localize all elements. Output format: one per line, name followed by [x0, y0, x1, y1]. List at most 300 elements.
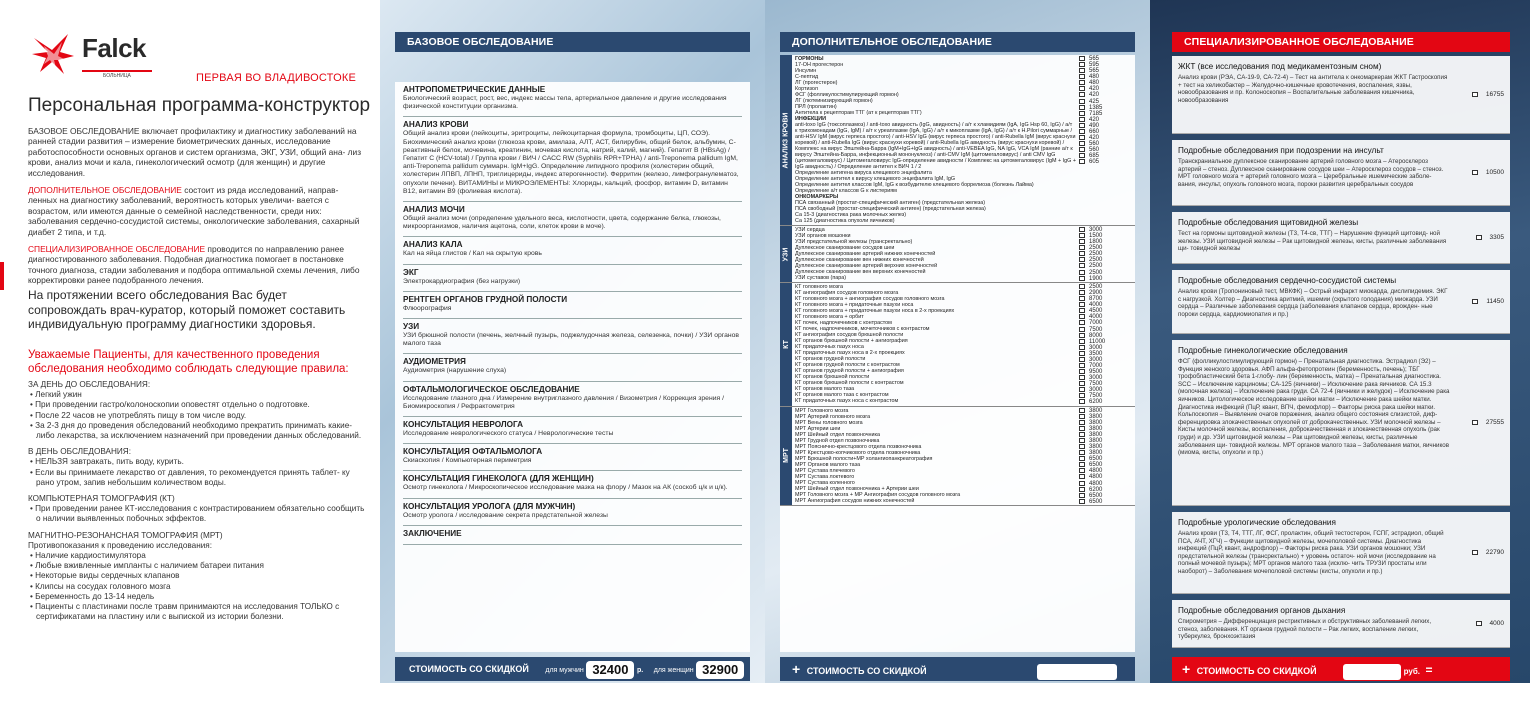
service-price: 420: [1089, 135, 1100, 142]
subgroup-title: ОНКОМАРКЕРЫ: [795, 194, 839, 200]
basic-section-title: КОНСУЛЬТАЦИЯ ОФТАЛЬМОЛОГА: [403, 447, 543, 457]
women-price: 32900: [696, 661, 744, 679]
service-name: Определение антител к вирусу клещевого энцефалита IgM, IgG: [795, 176, 956, 182]
currency: руб.: [1403, 667, 1421, 676]
service-name: МРТ Сустава коленного: [795, 479, 855, 486]
plus-icon: +: [792, 661, 801, 677]
service-checkbox[interactable]: [1079, 420, 1085, 425]
special-section-title: Подробные обследования органов дыхания: [1178, 606, 1346, 615]
service-checkbox[interactable]: [1079, 381, 1085, 386]
service-price: 7000: [1089, 320, 1103, 327]
group-prices: [1079, 55, 1135, 225]
special-section-title: ЖКТ (все исследования под медикаментозным сном): [1178, 62, 1382, 71]
page-title: Персональная программа-конструктор: [28, 95, 371, 116]
service-price: 3800: [1089, 438, 1103, 445]
basic-section: [403, 82, 742, 117]
service-name: КТ ангиография сосудов брюшной полости: [795, 332, 904, 338]
service-group: [780, 283, 1135, 407]
special-price-value: 3305: [1489, 234, 1504, 241]
service-price: 3000: [1089, 344, 1103, 351]
service-checkbox[interactable]: [1079, 239, 1085, 244]
service-checkbox[interactable]: [1079, 387, 1085, 392]
special-price: [1476, 234, 1504, 241]
service-checkbox[interactable]: [1079, 499, 1085, 504]
special-checkbox[interactable]: [1476, 621, 1482, 626]
service-checkbox[interactable]: [1079, 290, 1085, 295]
special-checkbox[interactable]: [1472, 92, 1478, 97]
service-checkbox[interactable]: [1079, 80, 1085, 85]
service-price: 2500: [1089, 269, 1103, 276]
service-checkbox[interactable]: [1079, 327, 1085, 332]
group-label-text: АНАЛИЗ КРОВИ: [782, 112, 790, 168]
rule-item: • НЕЛЬЗЯ завтракать, пить воду, курить.: [30, 457, 184, 467]
service-price: 3000: [1089, 357, 1103, 364]
rules-section-title: МАГНИТНО-РЕЗОНАНСНАЯ ТОМОГРАФИЯ (МРТ): [28, 530, 223, 540]
service-name: КТ органов грудной полости: [795, 356, 866, 362]
service-checkbox[interactable]: [1079, 308, 1085, 313]
service-price: 7500: [1089, 393, 1103, 400]
service-name: Са 125 (диагностика опухоли яичников): [795, 218, 895, 224]
rule-item: • Легкий ужин: [30, 390, 82, 400]
special-section-text: ФСГ (фолликулостимулирующий гормон) – Пренатальная диагностика. Эстрадиол (Э2) – Функция женского здоровья. АФП альфа-фетопротеин (беременность, печень); ТБГ трофобластический бета 1-глобу- лин (беременность, матка) – Пренатальная диагностика. SCC – Исключение карциномы; СА-125 (яичники) – Исключение рака яичников. СА 15.3 (молочная железа) – Исключение рака груди. СА 72-4 (яичники и желудок) – Исключение рака яичников. Цитологическое исследование шейки матки – Исключение рака шейки матки. Диагностика инфекций (ПцР, квант, ВПЧ, фемофлор) – Факторы риска рака шейки матки. Кольпоскопия – Выявление очагов поражения, анализ общего состояния слизистой, диф- ференцировка злокачественных опухолей от доброкачественных. УЗИ молочной железы – Кисты молочной железы, воспаления, доброкачественная и злокачественная опухоль (рак груди) и др. УЗИ щитовидной железы – Рак щитовидной железы, кисты, различные заболевания щи- товидной железы. МРТ органов малого таза – Заболевания матки, яичников (миома, кисты, опухоли и пр.): [1178, 358, 1450, 457]
service-name: МРТ Грудной отдел позвоночника: [795, 437, 880, 444]
tagline: ПЕРВАЯ ВО ВЛАДИВОСТОКЕ: [196, 72, 356, 84]
subgroup-title: ИНФЕКЦИИ: [795, 116, 826, 122]
service-price: 3800: [1089, 413, 1103, 420]
basic-section-title: ЭКГ: [403, 267, 419, 277]
special-section-title: Подробные обследования при подозрении на инсульт: [1178, 146, 1384, 155]
service-checkbox[interactable]: [1079, 450, 1085, 455]
service-price: 6200: [1089, 486, 1103, 493]
service-name: УЗИ предстательной железы (трансректально): [795, 239, 913, 245]
service-name: КТ головного мозга + придаточные пазухи носа: [795, 302, 914, 308]
service-name: КТ органов грудной полости + ангиография: [795, 368, 904, 374]
service-checkbox[interactable]: [1079, 493, 1085, 498]
service-checkbox[interactable]: [1079, 320, 1085, 325]
service-name: Антитела к рецепторам ТТГ (ат к рецепторам ТТГ): [795, 110, 922, 116]
service-checkbox[interactable]: [1079, 227, 1085, 232]
service-checkbox[interactable]: [1079, 393, 1085, 398]
service-checkbox[interactable]: [1079, 276, 1085, 281]
rules-section-title: В ДЕНЬ ОБСЛЕДОВАНИЯ:: [28, 447, 131, 457]
basic-section-text: Биологический возраст, рост, вес, индекс массы тела, артериальное давление и другие исследования физической конституции организма.: [403, 95, 727, 111]
service-checkbox[interactable]: [1079, 257, 1085, 262]
service-name: КТ головного мозга + придаточные пазухи носа в 2-х проекциях: [795, 308, 955, 314]
service-price: 490: [1089, 122, 1100, 129]
service-price: 7500: [1089, 381, 1103, 388]
service-checkbox[interactable]: [1079, 363, 1085, 368]
service-group: [780, 226, 1135, 283]
special-section: [1172, 600, 1510, 648]
special-price-value: 27555: [1485, 419, 1504, 426]
service-group: [780, 407, 1135, 506]
special-price: [1476, 620, 1504, 627]
service-price: 7000: [1089, 363, 1103, 370]
rules-list: [28, 380, 368, 622]
service-price: 4800: [1089, 480, 1103, 487]
special-section: [1172, 140, 1510, 206]
basic-section-title: АНАЛИЗ КРОВИ: [403, 120, 469, 130]
service-group: [780, 55, 1135, 226]
rule-item: • За 2-3 дня до проведения обследований необходимо прекратить принимать какие-либо лекарства, за исключением назначений при проведении данных обследований.: [30, 420, 362, 441]
service-name: КТ органов малого таза: [795, 386, 855, 392]
currency: руб.: [796, 691, 813, 700]
service-price: 3800: [1089, 450, 1103, 457]
cost-label: СТОИМОСТЬ СО СКИДКОЙ: [806, 666, 927, 676]
service-checkbox[interactable]: [1079, 245, 1085, 250]
service-name: УЗИ суставов (пара): [795, 275, 847, 281]
basic-section-title: УЗИ: [403, 322, 420, 332]
basic-section-title: АНТРОПОМЕТРИЧЕСКИЕ ДАННЫЕ: [403, 85, 546, 94]
additional-table: [780, 55, 1135, 652]
service-checkbox[interactable]: [1079, 345, 1085, 350]
service-price: 420: [1089, 116, 1100, 123]
service-name: КТ придаточных пазух носа в 2-х проекциях: [795, 350, 905, 356]
special-section: [1172, 340, 1510, 506]
special-section-text: Спирометрия – Дифференциация рестриктивных и обструктивных заболеваний легких, стеноз, заболевания. КТ органов грудной полости – Рак легких, воспаление легких, туберкулез, бронхоэктазия: [1178, 618, 1432, 641]
special-price-value: 11450: [1486, 298, 1504, 305]
service-name: Инсулин: [795, 68, 817, 74]
currency: р.: [409, 693, 416, 700]
service-name: КТ органов брюшной полости с контрастом: [795, 380, 904, 386]
group-rows: [792, 226, 1079, 282]
service-price: 560: [1089, 141, 1100, 148]
service-name: ПСА свободный (простат-специфический антиген) (предстательная железа): [795, 206, 986, 212]
service-checkbox[interactable]: [1079, 68, 1085, 73]
service-checkbox[interactable]: [1079, 135, 1085, 140]
service-name: КТ головного мозга: [795, 284, 844, 290]
special-checkbox[interactable]: [1476, 235, 1482, 240]
service-price: 3000: [1089, 375, 1103, 382]
service-checkbox[interactable]: [1079, 369, 1085, 374]
service-name: МРТ Шейный отдел позвоночника + Артерии шеи: [795, 485, 919, 492]
service-name: Определение антигена вируса клещевого энцефалита: [795, 170, 932, 176]
basic-section: [403, 471, 742, 498]
special-checkbox[interactable]: [1472, 299, 1478, 304]
additional-total-field[interactable]: [1037, 664, 1117, 680]
special-section-title: Подробные обследования сердечно-сосудистой системы: [1178, 276, 1397, 285]
service-checkbox[interactable]: [1079, 263, 1085, 268]
service-price: 565: [1089, 56, 1100, 63]
service-checkbox[interactable]: [1079, 399, 1085, 404]
special-price-value: 16755: [1485, 91, 1504, 98]
service-checkbox[interactable]: [1079, 333, 1085, 338]
service-checkbox[interactable]: [1079, 92, 1085, 97]
service-name: ЛГ (лютеинизирующий гормон): [795, 98, 873, 104]
service-price: 4500: [1089, 308, 1103, 315]
service-checkbox[interactable]: [1079, 474, 1085, 479]
special-description: СПЕЦИАЛИЗИРОВАННОЕ ОБСЛЕДОВАНИЕ проводится по направлению ранее диагностированного заболевания. Подобная диагностика помогает в постановке точного диагноза, стадии заболевания и подбора оптимальной схемы лечения, либо корректировки ранее подобранного лечения.: [28, 244, 360, 286]
basic-section-text: Флюорография: [403, 304, 452, 312]
group-label: [780, 407, 792, 505]
service-checkbox[interactable]: [1079, 117, 1085, 122]
service-name: КТ органов малого таза с контрастом: [795, 392, 889, 398]
basic-section-title: АНАЛИЗ МОЧИ: [403, 205, 465, 215]
service-checkbox[interactable]: [1079, 314, 1085, 319]
rule-item: • Клипсы на сосудах головного мозга: [30, 581, 171, 591]
service-price: 9500: [1089, 369, 1103, 376]
service-price: 8000: [1089, 332, 1103, 339]
basic-section: [403, 417, 742, 444]
service-name: anti-toxo IgG (токсоплазмоз) / anti-toxo авидность (IgG, авидность) / а/т к хламидиям (IgA, IgG Hsp 60, IgG) / а/т к трихомонадам (IgG, IgM) / а/т к уреаплазме (IgA, IgG) / а/т к микоплазме (IgA, IgG) / а/т к H.Pilori суммарные / anti-HSV IgM (вирус герпеса простого) / anti-HSV IgG (вирус герпеса простого) / anti-Rubella IgM (вирус краснухи коревой) / anti-Rubella IgG (вирус краснухи коревой) / anti-Rubella IgG авидность (вирус краснухи коревой) / Комплекс на вирус Эпштейна-Барра (IgM+IgG+IgG авидность) / anti-VEBEA IgG, NA IgG, VCA IgM (ранние а/т к вирусу Эпштейна-Барра, инфекционный мононуклеоз) / anti-CMV IgM (цитомегаловирус) / anti CMV IgG (цитомегаловирус) / Цитомегаловирус IgG-определение авидности / Комплекс на цитомегаловирус (IgM + IgG + IgG авидность) / Определение антител к ВИЧ 1 / 2: [795, 122, 1076, 170]
rule-item: • При проведении гастро/колоноскопии оповестят отдельно о подготовке.: [30, 400, 310, 410]
service-price: 7185: [1089, 110, 1103, 117]
service-price: 2500: [1089, 257, 1103, 264]
service-checkbox[interactable]: [1079, 462, 1085, 467]
service-checkbox[interactable]: [1079, 438, 1085, 443]
service-name: МРТ Пояснично-крестцового отдела позвоночника: [795, 443, 922, 450]
group-label-text: КТ: [782, 339, 790, 349]
special-checkbox[interactable]: [1472, 420, 1478, 425]
service-name: УЗИ сердца: [795, 227, 825, 233]
group-label-text: МРТ: [782, 448, 790, 464]
basic-section-text: Общий анализ крови (лейкоциты, эритроциты, лейкоцитарная формула, тромбоциты, ЦП, СОЭ). Биохимический анализ крови (глюкоза крови, амилаза, АЛТ, АСТ, билирубин, общий белок, альбумин, С-реактивный белок, мочевина, креатинин, мочевая кислота, натрий, калий, магний). Гепатит В (HBsAg) / Гепатит С (HCV-total) / Группа крови / ВИЧ / САСС RW (Syphilis RPR+TPHA) / anti-Treponema pallidum IgM, anti-Treponema pallidum суммарн. IgM+IgG. Определение липидного профиля (холестерин общий, холестерин ЛПВП, ЛПНП, триглицериды, индекс атерогенности). Ферритин (железо, лимфогранулематоз, опухоли печени). ВИТАМИНЫ и МИКРОЭЛЕМЕНТЫ: Хлориды, кальций, фосфор, витамин D, витамин В12, витамин В9 (фолиевая кислота).: [403, 130, 739, 195]
special-section-text: Тест на гормоны щитовидной железы (Т3, Т4-св, ТТГ) – Нарушение функций щитовид- ной железы. УЗИ щитовидной железы – Рак щитовидной железы, кисты, различные заболевания щи- товидной железы: [1178, 230, 1447, 253]
service-price: 1800: [1089, 239, 1103, 246]
service-price: 3000: [1089, 387, 1103, 394]
service-price: 8700: [1089, 296, 1103, 303]
service-checkbox[interactable]: [1079, 147, 1085, 152]
service-price: 3500: [1089, 350, 1103, 357]
service-price: 6500: [1089, 492, 1103, 499]
special-price: [1472, 298, 1504, 305]
group-rows: [792, 407, 1079, 505]
service-name: МРТ Крестцово-копчикового отдела позвоночника: [795, 449, 921, 456]
service-price: 3800: [1089, 444, 1103, 451]
service-name: 17-ОН прогестерон: [795, 62, 844, 68]
service-name: КТ почек, надпочечников, мочеточников с контрастом: [795, 326, 930, 332]
rule-item: • После 22 часов не употреблять пищу в том числе воду.: [30, 410, 247, 420]
subgroup-title: ГОРМОНЫ: [795, 56, 824, 62]
service-price: 3800: [1089, 419, 1103, 426]
service-price-row: [1079, 159, 1135, 165]
special-checkbox[interactable]: [1472, 550, 1478, 555]
group-label: [780, 226, 792, 282]
special-price: [1472, 91, 1504, 98]
rules-intro: Противопоказания к проведению исследования:: [28, 540, 212, 550]
special-final-field[interactable]: [1182, 689, 1262, 705]
basic-cost-bar: [395, 657, 750, 700]
additional-description: ДОПОЛНИТЕЛЬНОЕ ОБСЛЕДОВАНИЕ состоит из ряда исследований, направ- ленных на диагностику заболеваний, вероятность которых увеличи- вается с возрастом, или имеются данные о семейной наследственности, среди них: заболевания сердечно-сосудистой системы, онкологические заболевания, сахарный диабет 2 типа, и т.д.: [28, 185, 360, 237]
service-checkbox[interactable]: [1079, 481, 1085, 486]
basic-section-title: ЗАКЛЮЧЕНИЕ: [403, 528, 462, 538]
service-checkbox[interactable]: [1079, 123, 1085, 128]
service-price: 420: [1089, 92, 1100, 99]
additional-cost-bar: [780, 657, 1135, 700]
basic-section: [403, 499, 742, 526]
service-price: 6500: [1089, 462, 1103, 469]
service-price: 565: [1089, 68, 1100, 75]
service-name: Са 15-3 (диагностика рака молочных желез): [795, 212, 906, 218]
service-name: КТ придаточных пазух носа с контрастом: [795, 398, 899, 404]
service-checkbox[interactable]: [1079, 99, 1085, 104]
men-label: для мужчин: [545, 667, 584, 674]
service-name: КТ головного мозга + орбит: [795, 314, 864, 320]
basic-section-text: Электрокардиография (без нагрузки): [403, 277, 521, 285]
service-name: ПРЛ (пролактин): [795, 104, 837, 110]
service-price: 4000: [1089, 314, 1103, 321]
intro-text: [28, 126, 362, 293]
service-name: Дуплексное сканирование вен верхних конечностей: [795, 269, 926, 275]
service-checkbox[interactable]: [1079, 111, 1085, 116]
basic-section-text: Кал на яйца глистов / Кал на скрытую кровь: [403, 250, 542, 258]
service-price: 4800: [1089, 468, 1103, 475]
service-checkbox[interactable]: [1079, 270, 1085, 275]
logo-underline: [82, 70, 152, 72]
special-section-title: Подробные урологические обследования: [1178, 518, 1336, 527]
rule-item: • При проведении ранее КТ-исследования с контрастированием обязательно сообщить о наличии выявленных побочных эффектов.: [30, 504, 365, 524]
basic-section: [403, 526, 742, 545]
service-checkbox[interactable]: [1079, 351, 1085, 356]
service-name: КТ органов грудной полости с контрастом: [795, 362, 900, 368]
rules-section-title: КОМПЬЮТЕРНАЯ ТОМОГРАФИЯ (КТ): [28, 494, 175, 504]
rule-item: • Если вы принимаете лекарство от давления, то рекомендуется принять таблет- ку рано утром, запив небольшим количеством воды.: [30, 467, 350, 487]
men-price: 32400: [586, 661, 634, 679]
service-checkbox[interactable]: [1079, 296, 1085, 301]
service-name: Дуплексное сканирование сосудов шеи: [795, 245, 895, 251]
red-accent: [0, 262, 4, 290]
service-name: МРТ Артерии шеи: [795, 425, 841, 432]
currency: р.: [636, 667, 644, 674]
service-checkbox[interactable]: [1079, 468, 1085, 473]
service-name: КТ придаточных пазух носа: [795, 344, 864, 350]
special-price: [1472, 419, 1504, 426]
service-price: 595: [1089, 62, 1100, 69]
special-section-text: Анализ крови (РЭА, СА-19-9, СА-72-4) – Тест на антитела к онкомаркерам ЖКТ Гастроскопия + тест на хеликобактер – Желудочно-кишечные кровотечения, воспаления, язвы, новообразования и пр. Колоноскопия – Воспалительные заболевания кишечника, новообразования: [1178, 74, 1448, 104]
service-name: КТ головного мозга + ангиография сосудов головного мозга: [795, 296, 945, 302]
service-checkbox[interactable]: [1079, 302, 1085, 307]
special-section-text: Транскраниальное дуплексное сканирование артерий головного мозга – Атеросклероз артерий – стеноз. Дуплексное сканирование сосудов шеи – Атеросклероз сосудов – стеноз. МРТ головного мозга + артерий головного мозга – Церебральные ишемические заболе- вания, инсульт, опухоль головного мозга, пороки развития церебральных сосудов: [1178, 158, 1444, 188]
service-price: 2500: [1089, 245, 1103, 252]
service-checkbox[interactable]: [1079, 233, 1085, 238]
service-name: МРТ Брюшной полости+МР холангиопанкреатография: [795, 455, 933, 462]
service-checkbox[interactable]: [1079, 141, 1085, 146]
service-name: МРТ Головного мозга + МР Ангиография сосудов головного мозга: [795, 491, 961, 498]
service-price: 480: [1089, 74, 1100, 81]
basic-panel: [380, 0, 765, 700]
special-price: [1472, 549, 1504, 556]
service-checkbox[interactable]: [1079, 153, 1085, 158]
service-checkbox[interactable]: [1079, 426, 1085, 431]
service-checkbox[interactable]: [1079, 375, 1085, 380]
service-checkbox[interactable]: [1079, 159, 1085, 164]
basic-section-title: ОФТАЛЬМОЛОГИЧЕСКОЕ ОБСЛЕДОВАНИЕ: [403, 384, 580, 394]
service-name: КТ почек, надпочечников с контрастом: [795, 320, 892, 326]
special-section-title: Подробные обследования щитовидной железы: [1178, 218, 1359, 227]
service-checkbox[interactable]: [1079, 105, 1085, 110]
basic-section-title: РЕНТГЕН ОРГАНОВ ГРУДНОЙ ПОЛОСТИ: [403, 294, 568, 304]
service-price: 1500: [1089, 233, 1103, 240]
group-prices: [1079, 283, 1135, 406]
service-name: ЛГ (прогестерон): [795, 80, 838, 86]
service-price: 560: [1089, 147, 1100, 154]
additional-header: ДОПОЛНИТЕЛЬНОЕ ОБСЛЕДОВАНИЕ: [780, 32, 1135, 52]
basic-section: [403, 202, 742, 237]
service-name: КТ ангиография сосудов головного мозга: [795, 290, 899, 296]
service-checkbox[interactable]: [1079, 129, 1085, 134]
service-checkbox[interactable]: [1079, 339, 1085, 344]
special-section-text: Анализ крови (Тропониновый тест, МВКФК) – Острый инфаркт миокарда, дислипидемия. ЭКГ с нагрузкой. Холтер – Диагностика аритмий, ишемии (скрытого голодания) миокарда. УЗИ сердца – Различные заболевания сердца (заболевания клапанов сердца, врожден- ные пороки сердца, кардиомиопатия и пр.): [1178, 288, 1448, 318]
service-checkbox[interactable]: [1079, 444, 1085, 449]
service-price: 6500: [1089, 456, 1103, 463]
rule-item: • Наличие кардиостимулятора: [30, 551, 146, 561]
basic-section: [403, 354, 742, 381]
currency: руб.: [1268, 692, 1285, 701]
basic-section: [403, 292, 742, 319]
service-name: КТ органов брюшной полости: [795, 374, 870, 380]
special-price: [1472, 169, 1504, 176]
service-price: 11000: [1089, 338, 1106, 345]
service-name: МРТ Шейный отдел позвоночника: [795, 431, 880, 438]
basic-section: [403, 444, 742, 471]
special-checkbox[interactable]: [1472, 170, 1478, 175]
service-checkbox[interactable]: [1079, 86, 1085, 91]
service-name: МРТ Сустава плечевого: [795, 467, 855, 474]
service-checkbox[interactable]: [1079, 357, 1085, 362]
basic-section-text: УЗИ брюшной полости (печень, желчный пузырь, поджелудочная железа, селезенка, почки) / УЗИ органов малого таза: [403, 332, 740, 348]
service-name: МРТ Органов малого таза: [795, 461, 861, 468]
service-price: 1900: [1089, 275, 1103, 282]
special-total-field[interactable]: [1343, 664, 1401, 680]
group-rows: [792, 55, 1079, 225]
service-price: 2500: [1089, 251, 1103, 258]
service-checkbox[interactable]: [1079, 284, 1085, 289]
women-label: для женщин: [653, 667, 694, 674]
service-name: ФСГ (фолликулостимулирующий гормон): [795, 92, 899, 98]
logo-subtitle: БОЛЬНИЦА: [103, 73, 131, 79]
service-checkbox[interactable]: [1079, 56, 1085, 61]
service-checkbox[interactable]: [1079, 251, 1085, 256]
rules-heading: Уважаемые Пациенты, для качественного проведения обследования необходимо соблюдать следующие правила:: [28, 349, 349, 375]
group-label-text: УЗИ: [782, 247, 790, 261]
service-price: 2500: [1089, 263, 1103, 270]
special-section: [1172, 270, 1510, 334]
basic-section-title: АУДИОМЕТРИЯ: [403, 357, 466, 367]
rules-section-title: ЗА ДЕНЬ ДО ОБСЛЕДОВАНИЯ:: [28, 380, 151, 389]
service-name: Определение а/т классов G к листериям: [795, 188, 897, 194]
special-section: [1172, 56, 1510, 134]
service-checkbox[interactable]: [1079, 414, 1085, 419]
service-checkbox[interactable]: [1079, 432, 1085, 437]
basic-section-title: КОНСУЛЬТАЦИЯ НЕВРОЛОГА: [403, 420, 524, 430]
basic-section-text: Аудиометрия (нарушение слуха): [403, 367, 507, 375]
service-checkbox[interactable]: [1079, 408, 1085, 413]
service-name: КТ органов брюшной полости + ангиография: [795, 338, 908, 344]
service-checkbox[interactable]: [1079, 62, 1085, 67]
service-name: Дуплексное сканирование артерий нижних конечностей: [795, 251, 936, 257]
service-price: 1385: [1089, 104, 1103, 111]
service-checkbox[interactable]: [1079, 456, 1085, 461]
service-price: 3800: [1089, 431, 1103, 438]
basic-section: [403, 117, 742, 202]
basic-section-text: Общий анализ мочи (определение удельного веса, кислотности, цвета, содержание белка, глюкозы, микроорганизмов, наличия ацетона, соли, клеток крови в моче).: [403, 215, 721, 231]
service-price: 7500: [1089, 326, 1103, 333]
service-checkbox[interactable]: [1079, 487, 1085, 492]
group-prices: [1079, 407, 1135, 505]
special-header: СПЕЦИАЛИЗИРОВАННОЕ ОБСЛЕДОВАНИЕ: [1172, 32, 1510, 52]
rule-item: • Любые вживленные импланты с наличием батареи питания: [30, 561, 264, 571]
cost-label: СТОИМОСТЬ СО СКИДКОЙ: [1196, 666, 1317, 676]
service-name: С-пептид: [795, 74, 819, 80]
service-checkbox[interactable]: [1079, 74, 1085, 79]
service-name: МРТ Вены головного мозга: [795, 419, 863, 426]
special-price-value: 22790: [1485, 549, 1504, 556]
service-name: УЗИ органов мошонки: [795, 233, 851, 239]
service-name: МРТ Ангиография сосудов нижних конечностей: [795, 497, 915, 504]
service-name: МРТ Головного мозга: [795, 407, 849, 414]
service-price: 2900: [1089, 290, 1103, 297]
curator-note: На протяжении всего обследования Вас будет сопровождать врач-куратор, который поможет составить индивидуальную программу диагностики здоровья.: [28, 288, 346, 331]
